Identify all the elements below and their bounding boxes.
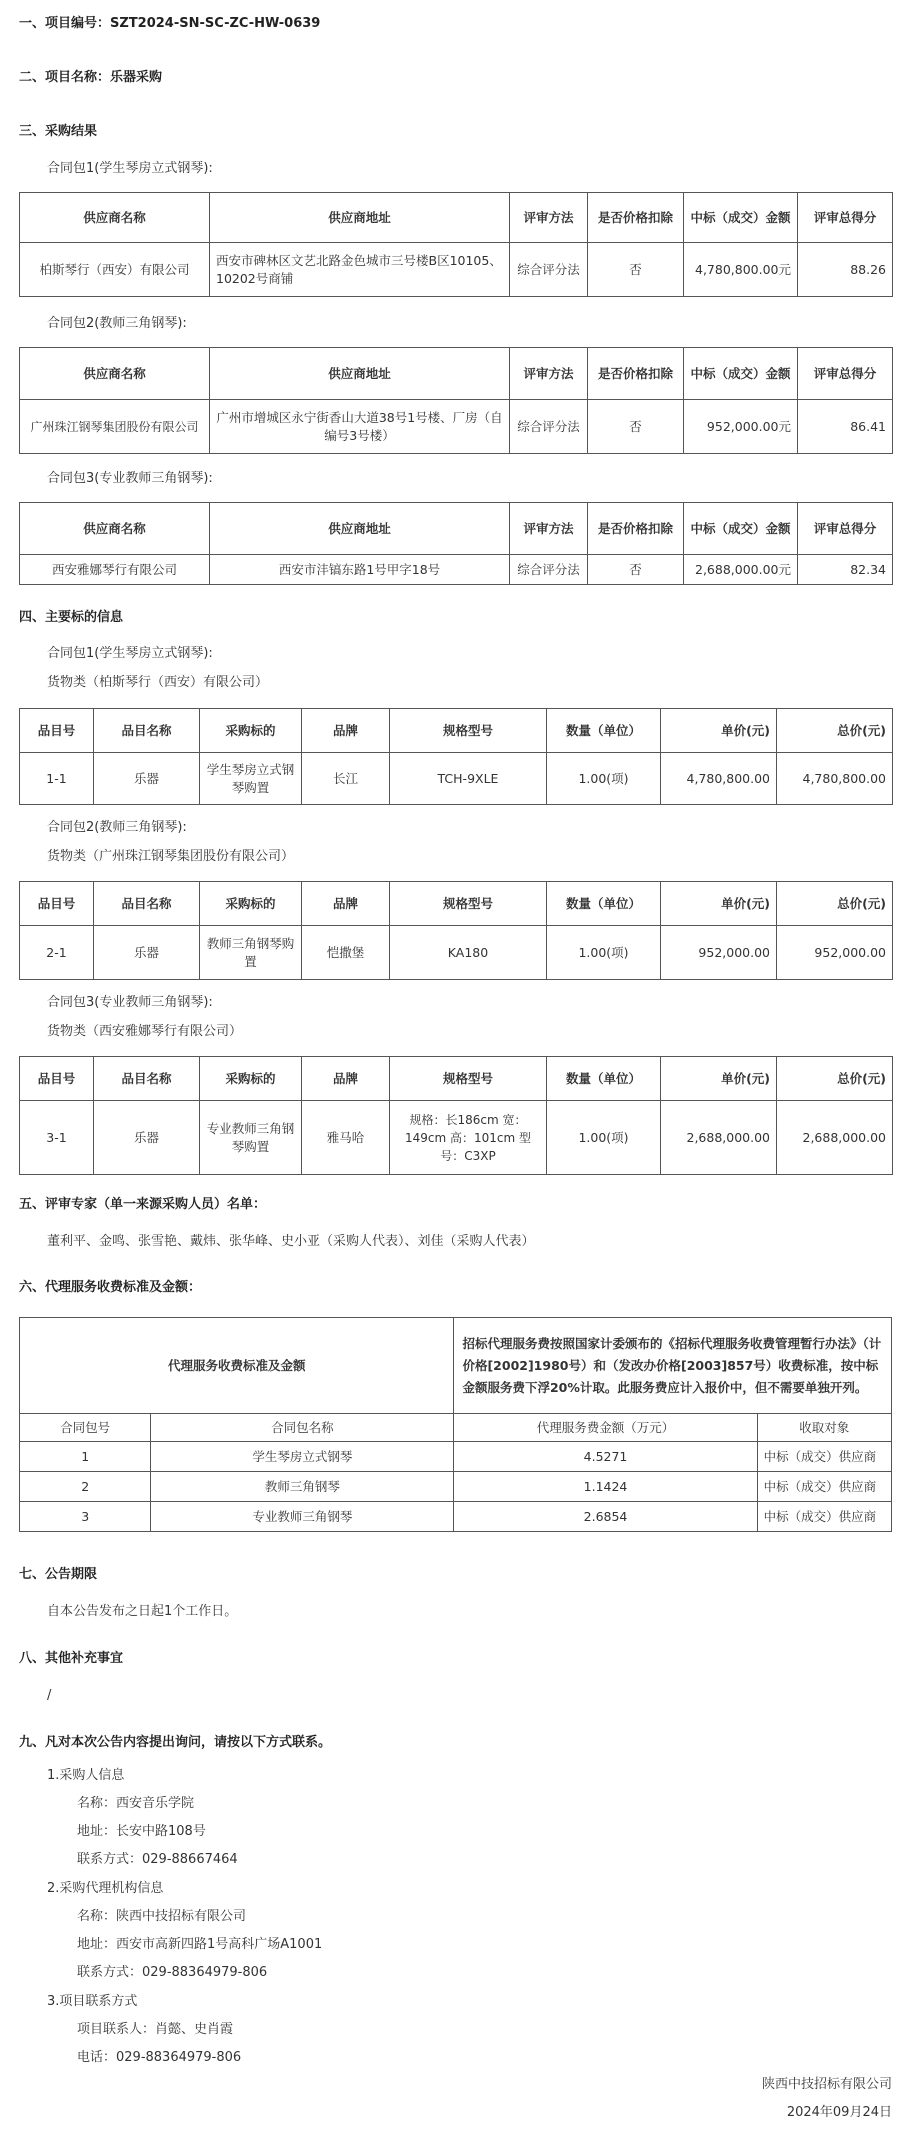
col-header: 品牌 [302,709,390,753]
table-row [20,243,893,297]
col-header: 品目号 [20,882,94,926]
buyer-info-title: 1.采购人信息 [47,1768,125,1783]
col-header: 数量（单位） [547,1057,661,1101]
price-deduction: 否 [588,555,684,585]
item-no: 2-1 [20,926,94,980]
result-table [19,502,893,585]
item-table [19,708,893,805]
col-header: 评审总得分 [798,503,893,555]
total-score: 82.34 [798,555,893,585]
item-table [19,1056,893,1175]
fee-standard-label: 代理服务收费标准及金额 [20,1318,454,1414]
col-header: 总价(元) [777,709,893,753]
item-total-price: 952,000.00 [777,926,893,980]
col-header: 品目名称 [94,709,200,753]
price-deduction: 否 [588,243,684,297]
item-model: 规格：长186cm 宽：149cm 高：101cm 型号：C3XP [390,1101,547,1175]
agency-contact: 联系方式：029-88364979-806 [77,1965,268,1980]
item-unit-price: 2,688,000.00 [661,1101,777,1175]
notice-period-heading: 七、公告期限 [19,1567,98,1582]
award-amount: 952,000.00元 [684,400,798,454]
goods-category: 货物类（柏斯琴行（西安）有限公司） [47,675,269,690]
experts-names: 董利平、金鸣、张雪艳、戴炜、张华峰、史小亚（采购人代表）、刘佳（采购人代表） [47,1234,535,1249]
item-total-price: 2,688,000.00 [777,1101,893,1175]
item-quantity: 1.00(项) [547,926,661,980]
item-name: 乐器 [94,1101,200,1175]
item-brand: 雅马哈 [302,1101,390,1175]
col-header: 代理服务费金额（万元） [454,1414,757,1442]
project-contact-title: 3.项目联系方式 [47,1994,138,2009]
item-total-price: 4,780,800.00 [777,753,893,805]
package-no: 3 [20,1502,151,1532]
item-model: KA180 [390,926,547,980]
item-subject: 教师三角钢琴购置 [200,926,302,980]
review-method: 综合评分法 [510,555,588,585]
col-header: 供应商名称 [20,503,210,555]
col-header: 品目名称 [94,1057,200,1101]
col-header: 品牌 [302,1057,390,1101]
col-header: 总价(元) [777,882,893,926]
price-deduction: 否 [588,400,684,454]
col-header: 单价(元) [661,882,777,926]
buyer-contact: 联系方式：029-88667464 [77,1852,238,1867]
review-method: 综合评分法 [510,400,588,454]
col-header: 评审方法 [510,348,588,400]
project-number-heading: 一、项目编号：SZT2024-SN-SC-ZC-HW-0639 [19,16,321,31]
other-matters-heading: 八、其他补充事宜 [19,1651,124,1666]
package-name: 教师三角钢琴 [151,1472,454,1502]
project-contact-person: 项目联系人：肖懿、史肖霞 [77,2022,234,2037]
col-header: 评审方法 [510,503,588,555]
project-contact-phone: 电话：029-88364979-806 [77,2050,242,2065]
fee-standard-description: 招标代理服务费按照国家计委颁布的《招标代理服务收费管理暂行办法》（计价格[2002]1980号）和（发改办价格[2003]857号）收费标准，按中标金额服务费下浮20%计取。此服务费应计入报价中，但不需要单独开列。 [454,1318,892,1414]
col-header: 是否价格扣除 [588,348,684,400]
col-header: 合同包名称 [151,1414,454,1442]
col-header: 品目号 [20,709,94,753]
footer-date: 2024年09月24日 [786,2105,892,2120]
col-header: 采购标的 [200,882,302,926]
table-row [20,400,893,454]
col-header: 采购标的 [200,1057,302,1101]
package-label: 合同包2(教师三角钢琴): [47,316,187,331]
item-name: 乐器 [94,926,200,980]
package-label: 合同包2(教师三角钢琴): [47,820,187,835]
package-name: 专业教师三角钢琴 [151,1502,454,1532]
item-model: TCH-9XLE [390,753,547,805]
experts-heading: 五、评审专家（单一来源采购人员）名单： [19,1197,267,1212]
table-row [20,926,893,980]
supplier-address: 西安市沣镐东路1号甲字18号 [210,555,510,585]
col-header: 规格型号 [390,882,547,926]
table-row [20,1442,892,1472]
supplier-name: 柏斯琴行（西安）有限公司 [20,243,210,297]
col-header: 单价(元) [661,709,777,753]
col-header: 单价(元) [661,1057,777,1101]
fee-amount: 4.5271 [454,1442,757,1472]
col-header: 是否价格扣除 [588,193,684,243]
package-label: 合同包3(专业教师三角钢琴): [47,995,213,1010]
item-subject: 专业教师三角钢琴购置 [200,1101,302,1175]
col-header: 评审方法 [510,193,588,243]
supplier-name: 西安雅娜琴行有限公司 [20,555,210,585]
total-score: 88.26 [798,243,893,297]
review-method: 综合评分法 [510,243,588,297]
package-label: 合同包1(学生琴房立式钢琴): [47,161,213,176]
supplier-address: 西安市碑林区文艺北路金色城市三号楼B区10105、10202号商铺 [210,243,510,297]
procurement-result-heading: 三、采购结果 [19,124,98,139]
col-header: 数量（单位） [547,709,661,753]
col-header: 供应商名称 [20,193,210,243]
col-header: 中标（成交）金额 [684,348,798,400]
fee-payer: 中标（成交）供应商 [757,1442,891,1472]
table-row [20,1101,893,1175]
agency-info-title: 2.采购代理机构信息 [47,1881,164,1896]
item-subject: 学生琴房立式钢琴购置 [200,753,302,805]
table-row [20,1472,892,1502]
item-table [19,881,893,980]
fee-amount: 2.6854 [454,1502,757,1532]
fee-payer: 中标（成交）供应商 [757,1472,891,1502]
col-header: 中标（成交）金额 [684,193,798,243]
item-quantity: 1.00(项) [547,1101,661,1175]
buyer-name: 名称：西安音乐学院 [77,1796,195,1811]
item-quantity: 1.00(项) [547,753,661,805]
package-no: 2 [20,1472,151,1502]
col-header: 供应商地址 [210,348,510,400]
col-header: 品目名称 [94,882,200,926]
goods-category: 货物类（广州珠江钢琴集团股份有限公司） [47,849,295,864]
col-header: 供应商名称 [20,348,210,400]
project-name-heading: 二、项目名称：乐器采购 [19,70,163,85]
item-unit-price: 952,000.00 [661,926,777,980]
agency-name: 名称：陕西中技招标有限公司 [77,1909,247,1924]
col-header: 规格型号 [390,1057,547,1101]
col-header: 总价(元) [777,1057,893,1101]
supplier-name: 广州珠江钢琴集团股份有限公司 [20,400,210,454]
col-header: 合同包号 [20,1414,151,1442]
award-amount: 2,688,000.00元 [684,555,798,585]
buyer-address: 地址：长安中路108号 [77,1824,206,1839]
item-brand: 恺撒堡 [302,926,390,980]
col-header: 数量（单位） [547,882,661,926]
award-amount: 4,780,800.00元 [684,243,798,297]
col-header: 供应商地址 [210,193,510,243]
item-unit-price: 4,780,800.00 [661,753,777,805]
fee-table [19,1317,892,1532]
item-name: 乐器 [94,753,200,805]
supplier-address: 广州市增城区永宁街香山大道38号1号楼、厂房（自编号3号楼） [210,400,510,454]
contact-heading: 九、凡对本次公告内容提出询问，请按以下方式联系。 [19,1735,332,1750]
col-header: 规格型号 [390,709,547,753]
col-header: 收取对象 [757,1414,891,1442]
agency-address: 地址：西安市高新四路1号高科广场A1001 [77,1937,323,1952]
total-score: 86.41 [798,400,893,454]
footer-organization: 陕西中技招标有限公司 [761,2077,892,2092]
package-label: 合同包3(专业教师三角钢琴): [47,471,213,486]
result-table [19,192,893,297]
col-header: 品目号 [20,1057,94,1101]
table-row [20,1502,892,1532]
item-brand: 长江 [302,753,390,805]
col-header: 品牌 [302,882,390,926]
agency-fee-heading: 六、代理服务收费标准及金额： [19,1280,202,1295]
notice-period-text: 自本公告发布之日起1个工作日。 [47,1604,238,1619]
goods-category: 货物类（西安雅娜琴行有限公司） [47,1024,243,1039]
item-no: 3-1 [20,1101,94,1175]
col-header: 是否价格扣除 [588,503,684,555]
main-items-heading: 四、主要标的信息 [19,610,124,625]
item-no: 1-1 [20,753,94,805]
col-header: 评审总得分 [798,348,893,400]
table-row [20,753,893,805]
col-header: 中标（成交）金额 [684,503,798,555]
other-matters-text: / [47,1688,52,1703]
col-header: 采购标的 [200,709,302,753]
package-name: 学生琴房立式钢琴 [151,1442,454,1472]
col-header: 供应商地址 [210,503,510,555]
result-table [19,347,893,454]
fee-amount: 1.1424 [454,1472,757,1502]
package-label: 合同包1(学生琴房立式钢琴): [47,646,213,661]
col-header: 评审总得分 [798,193,893,243]
fee-payer: 中标（成交）供应商 [757,1502,891,1532]
package-no: 1 [20,1442,151,1472]
table-row [20,555,893,585]
